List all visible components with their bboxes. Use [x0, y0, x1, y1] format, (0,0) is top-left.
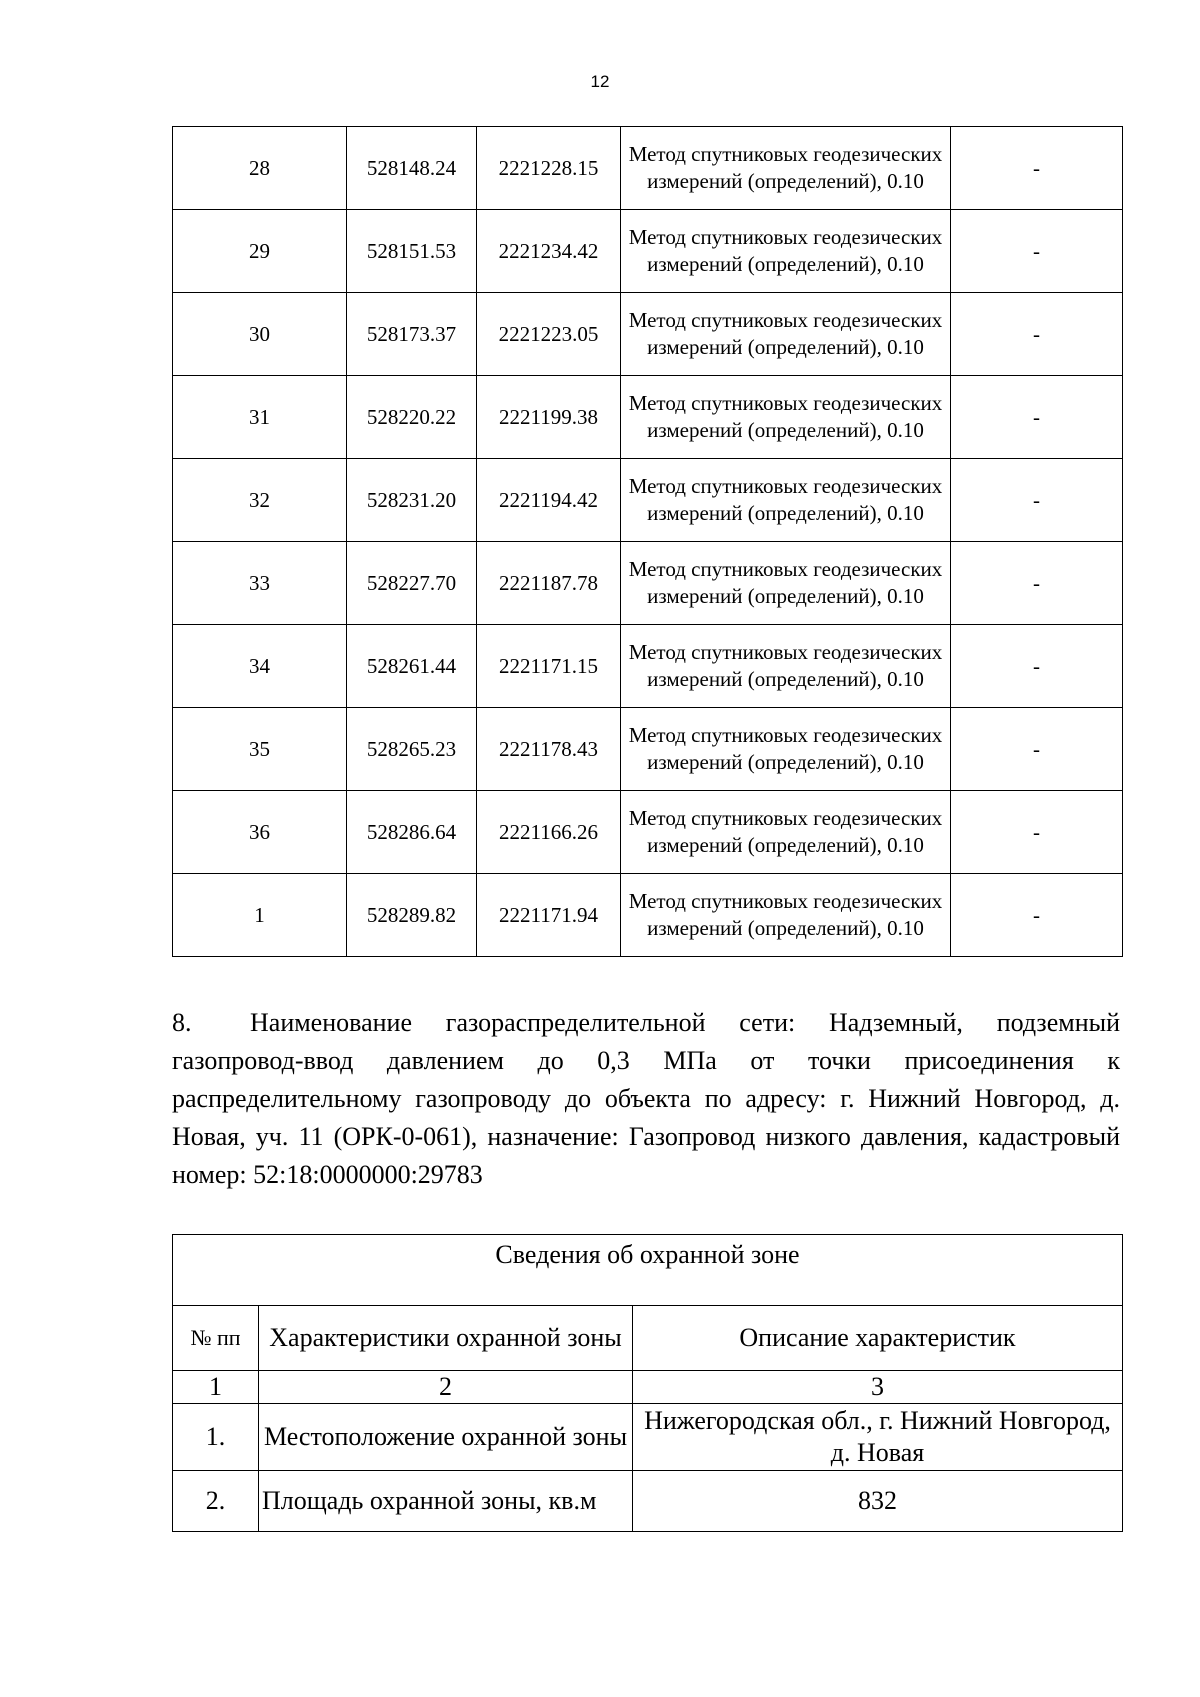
x-coordinate-cell: 528148.24: [347, 127, 477, 210]
point-number-cell: 34: [173, 625, 347, 708]
x-coordinate-cell: 528173.37: [347, 293, 477, 376]
note-cell: -: [951, 210, 1123, 293]
note-cell: -: [951, 874, 1123, 957]
coordinate-row: [173, 791, 1123, 874]
point-number-cell: 30: [173, 293, 347, 376]
method-cell: Метод спутниковых геодезических измерений (определений), 0.10: [621, 210, 951, 293]
coordinate-row: [173, 625, 1123, 708]
section-8-paragraph: [172, 1004, 1120, 1194]
x-coordinate-cell: 528289.82: [347, 874, 477, 957]
point-number-cell: 32: [173, 459, 347, 542]
y-coordinate-cell: 2221194.42: [477, 459, 621, 542]
coordinate-row: [173, 542, 1123, 625]
note-cell: -: [951, 625, 1123, 708]
point-number-cell: 1: [173, 874, 347, 957]
y-coordinate-cell: 2221171.15: [477, 625, 621, 708]
x-coordinate-cell: 528286.64: [347, 791, 477, 874]
x-coordinate-cell: 528151.53: [347, 210, 477, 293]
method-cell: Метод спутниковых геодезических измерений (определений), 0.10: [621, 874, 951, 957]
zone-row-characteristic: Местоположение охранной зоны: [259, 1404, 633, 1471]
x-coordinate-cell: 528261.44: [347, 625, 477, 708]
point-number-cell: 28: [173, 127, 347, 210]
y-coordinate-cell: 2221187.78: [477, 542, 621, 625]
point-number-cell: 36: [173, 791, 347, 874]
zone-row-description: Нижегородская обл., г. Нижний Новгород, д. Новая: [633, 1404, 1123, 1471]
coordinate-row: [173, 293, 1123, 376]
method-cell: Метод спутниковых геодезических измерений (определений), 0.10: [621, 542, 951, 625]
x-coordinate-cell: 528265.23: [347, 708, 477, 791]
note-cell: -: [951, 708, 1123, 791]
column-number-1: 1: [173, 1371, 259, 1404]
method-cell: Метод спутниковых геодезических измерений (определений), 0.10: [621, 459, 951, 542]
note-cell: -: [951, 293, 1123, 376]
zone-row-description: 832: [633, 1471, 1123, 1532]
method-cell: Метод спутниковых геодезических измерений (определений), 0.10: [621, 791, 951, 874]
point-number-cell: 31: [173, 376, 347, 459]
y-coordinate-cell: 2221234.42: [477, 210, 621, 293]
point-number-cell: 29: [173, 210, 347, 293]
column-number-3: 3: [633, 1371, 1123, 1404]
column-number-2: 2: [259, 1371, 633, 1404]
coordinate-row: [173, 376, 1123, 459]
zone-table-title: Сведения об охранной зоне: [173, 1235, 1123, 1306]
zone-row-number: 2.: [173, 1471, 259, 1532]
header-number: № пп: [173, 1306, 259, 1371]
y-coordinate-cell: 2221199.38: [477, 376, 621, 459]
header-description: Описание характеристик: [633, 1306, 1123, 1371]
coordinate-row: [173, 874, 1123, 957]
note-cell: -: [951, 542, 1123, 625]
zone-row-number: 1.: [173, 1404, 259, 1471]
x-coordinate-cell: 528231.20: [347, 459, 477, 542]
x-coordinate-cell: 528227.70: [347, 542, 477, 625]
y-coordinate-cell: 2221228.15: [477, 127, 621, 210]
method-cell: Метод спутниковых геодезических измерений (определений), 0.10: [621, 708, 951, 791]
zone-row-characteristic: Площадь охранной зоны, кв.м: [259, 1471, 633, 1532]
note-cell: -: [951, 376, 1123, 459]
section-number: 8.: [172, 1008, 192, 1037]
coordinates-table: [172, 126, 1123, 957]
page-number: 12: [590, 72, 610, 91]
header-characteristics: Характеристики охранной зоны: [259, 1306, 633, 1371]
coordinate-row: [173, 708, 1123, 791]
point-number-cell: 33: [173, 542, 347, 625]
note-cell: -: [951, 459, 1123, 542]
protection-zone-table: [172, 1234, 1123, 1532]
x-coordinate-cell: 528220.22: [347, 376, 477, 459]
coordinate-row: [173, 459, 1123, 542]
y-coordinate-cell: 2221171.94: [477, 874, 621, 957]
coordinate-row: [173, 127, 1123, 210]
coordinate-row: [173, 210, 1123, 293]
note-cell: -: [951, 791, 1123, 874]
y-coordinate-cell: 2221178.43: [477, 708, 621, 791]
y-coordinate-cell: 2221166.26: [477, 791, 621, 874]
method-cell: Метод спутниковых геодезических измерений (определений), 0.10: [621, 293, 951, 376]
method-cell: Метод спутниковых геодезических измерений (определений), 0.10: [621, 625, 951, 708]
note-cell: -: [951, 127, 1123, 210]
y-coordinate-cell: 2221223.05: [477, 293, 621, 376]
section-text: Наименование газораспределительной сети: Надземный, подземный газопровод-ввод давлением до 0,3 МПа от точки присоединения к распределительному газопроводу до объекта по адресу: г. Нижний Новгород, д. Новая, уч. 11 (ОРК-0-061), назначение: Газопровод низкого давления, кадастровый номер: 52:18:0000000:29783: [172, 1008, 1120, 1189]
point-number-cell: 35: [173, 708, 347, 791]
method-cell: Метод спутниковых геодезических измерений (определений), 0.10: [621, 376, 951, 459]
method-cell: Метод спутниковых геодезических измерений (определений), 0.10: [621, 127, 951, 210]
